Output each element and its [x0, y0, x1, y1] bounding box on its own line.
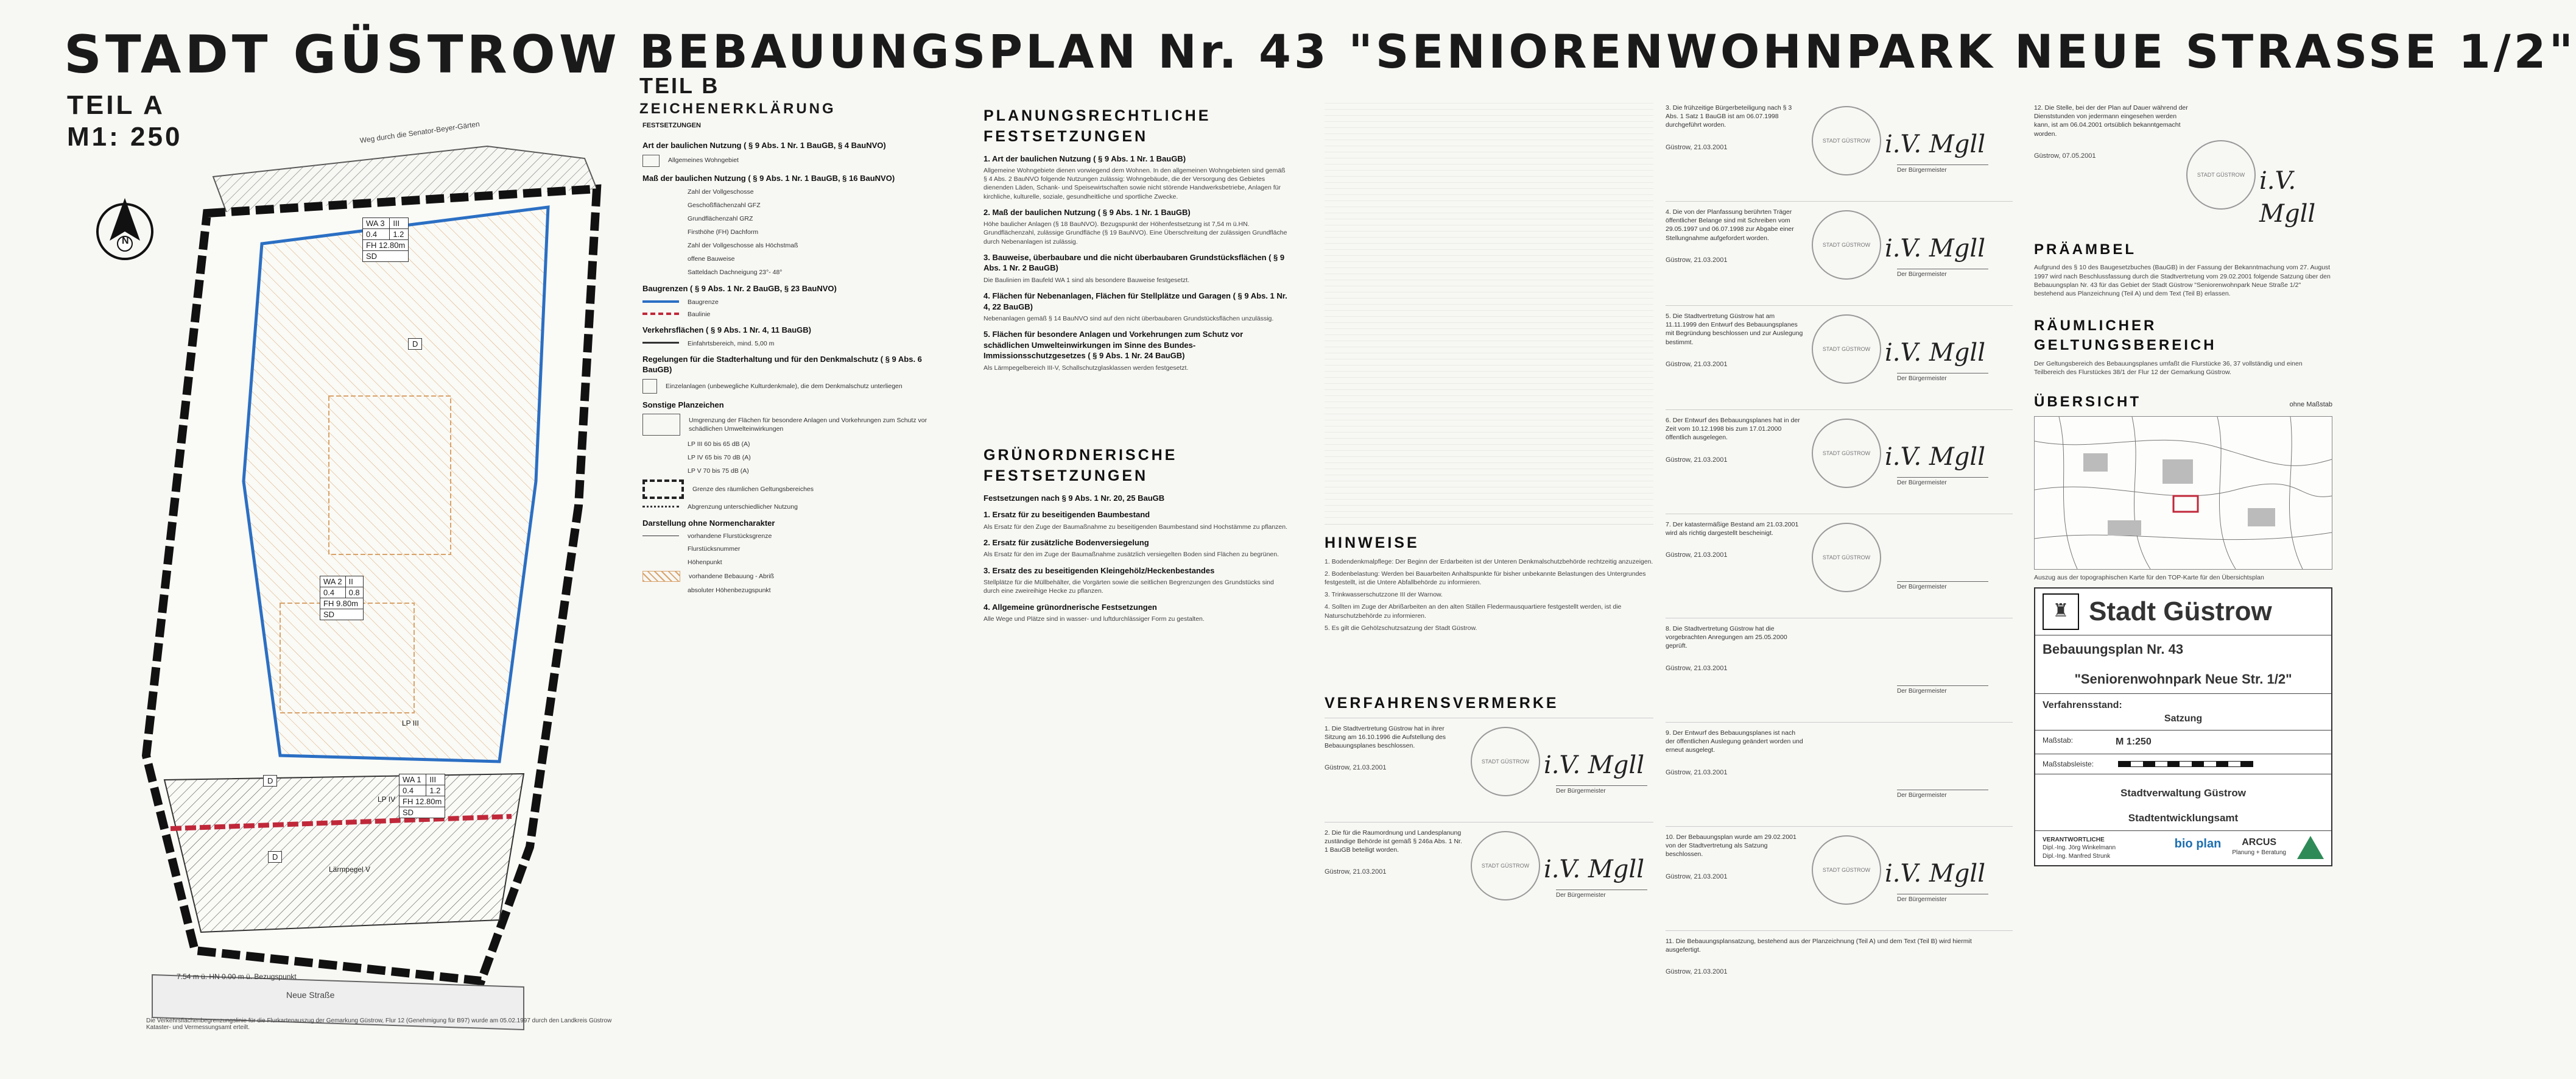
item-number: 2. — [1325, 829, 1330, 837]
plant-list-area — [1325, 97, 1653, 525]
verfahren-item — [1666, 409, 2013, 514]
item-text: Allgemeine Wohngebiete dienen vorwiegend dem Wohnen. In den allgemeinen Wohngebieten sind gemäß § 4 Abs. 2 BauNVO folgende Nutzungen zulässig: Wohngebäude, die der Versorgung des Gebietes dienenden Läden, Schank- und Speisewirtschaften sowie nicht störende Handwerksbetriebe, Anlagen für kirchliche, kulturelle, soziale, gesundheitliche und sportliche Zwecke. — [984, 167, 1286, 200]
item-text: Es gilt die Gehölzschutzsatzung der Stadt Güstrow. — [1331, 624, 1477, 632]
gruen-item — [984, 565, 1288, 596]
item-number: 4. — [1666, 208, 1671, 216]
tb-office: Stadtverwaltung Güstrow — [2120, 787, 2246, 799]
item-number: 1. — [1325, 557, 1330, 565]
tb-scale-label: Maßstab: — [2043, 736, 2074, 745]
item-number: 2. — [984, 207, 990, 217]
signature: i.V. Mgll — [1885, 339, 1985, 367]
place-date: Güstrow, 07.05.2001 — [2034, 152, 2096, 160]
place-date: Güstrow, 21.03.2001 — [1666, 456, 1728, 464]
zone-label: WA 3 — [363, 218, 390, 229]
hinweis-item — [1325, 570, 1653, 587]
legend-text: Flurstücksnummer — [688, 545, 741, 553]
signatory-role: Der Bürgermeister — [1897, 477, 1988, 487]
city-title: STADT GÜSTROW — [64, 24, 621, 85]
verfahren-item — [1325, 718, 1653, 822]
legend-text: Firsthöhe (FH) Dachform — [688, 228, 759, 236]
signature: i.V. Mgll — [1544, 855, 1644, 883]
hinweis-item — [1325, 557, 1653, 566]
item-number: 9. — [1666, 729, 1671, 737]
legend-text: vorhandene Flurstücksgrenze — [688, 532, 772, 540]
north-arrow-icon — [97, 198, 152, 259]
gfz-label: 1.2 — [390, 229, 409, 240]
item-number: 4. — [1325, 603, 1330, 611]
item-number: 1. — [1325, 724, 1330, 732]
legend-item — [642, 200, 947, 210]
seal-stamp: STADT GÜSTROW — [2186, 140, 2256, 210]
item-number: 3. — [984, 565, 990, 575]
legend-text: Höhenpunkt — [688, 559, 722, 567]
arcus-text: ARCUS — [2242, 837, 2277, 847]
legend-text: Allgemeines Wohngebiet — [668, 157, 739, 165]
gfz-label: 1.2 — [426, 785, 445, 796]
part-a-scale: M1: 250 — [67, 122, 183, 152]
item-number: 1. — [984, 510, 990, 520]
legend-item — [642, 187, 947, 197]
nutzungsschablone-wa2 — [320, 576, 364, 620]
legend-text: Einzelanlagen (unbewegliche Kulturdenkmale), die dem Denkmalschutz unterliegen — [666, 382, 903, 390]
tb-authors-row — [2035, 831, 2331, 866]
verfahren-item — [2034, 97, 2332, 232]
signature: i.V. Mgll — [1885, 860, 1985, 888]
item-number: 1. — [984, 154, 990, 163]
tb-ruler-row — [2035, 754, 2331, 774]
legend-section-title: Sonstige Planzeichen — [642, 400, 724, 409]
seal-stamp: STADT GÜSTROW — [1471, 727, 1540, 796]
place-date: Güstrow, 21.03.2001 — [1666, 256, 1728, 264]
hinweis-item — [1325, 603, 1653, 620]
laermpegel-mark: LP III — [402, 719, 419, 727]
legend-text: LP IV 65 bis 70 dB (A) — [688, 454, 751, 462]
legend-item — [642, 227, 947, 237]
tb-ruler-label: Maßstabsleiste: — [2043, 759, 2094, 768]
scale-ruler — [2118, 761, 2253, 767]
signature: i.V. Mgll — [2259, 167, 2316, 228]
legend-text: Geschoßflächenzahl GFZ — [688, 202, 761, 209]
baugrenze-blue — [244, 207, 548, 762]
legend-text: Umgrenzung der Flächen für besondere Anlagen und Vorkehrungen zum Schutz vor schädlichen Umwelteinwirkungen — [689, 417, 927, 433]
planungsrecht-item — [984, 154, 1288, 201]
item-text: Der Entwurf des Bebauungsplanes ist nach der öffentlichen Auslegung geändert worden und erneut ausgelegt. — [1666, 729, 1803, 754]
verfahren-column — [1666, 97, 2013, 1060]
place-date: Güstrow, 21.03.2001 — [1666, 143, 1728, 151]
item-text: Die für die Raumordnung und Landesplanung zuständige Behörde ist gemäß § 246a Abs. 1 Nr. 1 BauGB beteiligt worden. — [1325, 829, 1462, 854]
legend-item — [642, 241, 947, 250]
legend-item — [642, 571, 947, 582]
planungsrecht-item — [984, 207, 1288, 246]
road-bottom-label: Neue Straße — [286, 990, 335, 1000]
signatory-role: Der Bürgermeister — [1897, 269, 1988, 279]
signature: i.V. Mgll — [1885, 235, 1985, 263]
verfahren-item — [1666, 201, 2013, 305]
legend-text: Baugrenze — [688, 298, 719, 306]
tb-status: Satzung — [2164, 713, 2203, 724]
place-date: Güstrow, 21.03.2001 — [1325, 868, 1387, 876]
hinweise-title: HINWEISE — [1325, 534, 1420, 551]
legend-item — [642, 155, 947, 167]
item-head: Maß der baulichen Nutzung ( § 9 Abs. 1 Nr. 1 BauGB) — [992, 207, 1191, 217]
gruen-subtitle: Festsetzungen nach § 9 Abs. 1 Nr. 20, 25 BauGB — [984, 493, 1165, 503]
legend-item — [642, 503, 947, 511]
tb-city: Stadt Güstrow — [2089, 596, 2272, 626]
uebersicht-header — [2034, 392, 2332, 412]
item-text: Die Stadtvertretung Güstrow hat die vorgebrachten Anregungen am 25.05.2000 geprüft. — [1666, 625, 1787, 650]
item-number: 3. — [1325, 591, 1330, 599]
legend-item — [642, 439, 947, 449]
legend-section-title: Baugrenzen ( § 9 Abs. 1 Nr. 2 BauGB, § 23 BauNVO) — [642, 284, 837, 294]
gfz-label: 0.8 — [345, 587, 363, 598]
signatory-role: Der Bürgermeister — [1897, 165, 1988, 175]
item-text: Trinkwasserschutzzone III der Warnow. — [1331, 591, 1443, 599]
legend-text: Baulinie — [688, 310, 711, 318]
hinweis-item — [1325, 590, 1653, 599]
legend-column — [642, 134, 947, 1017]
part-a-label: TEIL A — [67, 90, 165, 120]
legend-text: Einfahrtsbereich, mind. 5,00 m — [688, 339, 775, 347]
item-number: 11. — [1666, 938, 1674, 945]
gruen-item — [984, 537, 1288, 559]
geltung-text: Der Geltungsbereich des Bebauungsplanes umfaßt die Flurstücke 36, 37 vollständig und einen Teilbereich des Flurstückes 38/1 der Flur 12 der Gemarkung Güstrow. — [2034, 359, 2303, 377]
uebersicht-title: ÜBERSICHT — [2034, 394, 2142, 411]
signatory-role: Der Bürgermeister — [1556, 890, 1647, 900]
legend-text: Grundflächenzahl GRZ — [688, 215, 753, 222]
denkmal-mark: D — [263, 775, 277, 787]
legend-section-title: Maß der baulichen Nutzung ( § 9 Abs. 1 Nr. 1 BauGB, § 16 BauNVO) — [642, 173, 895, 183]
item-head: Art der baulichen Nutzung ( § 9 Abs. 1 Nr. 1 BauGB) — [991, 154, 1186, 163]
tb-dept: Stadtentwicklungsamt — [2128, 812, 2239, 824]
nutzungsschablone-wa3 — [362, 218, 409, 262]
tb-status-row — [2035, 694, 2331, 731]
roof-label: SD — [399, 807, 445, 818]
item-text: Als Ersatz für den im Zuge der Baumaßnahme zusätzlich versiegelten Boden sind Flächen zu begrünen. — [984, 551, 1279, 559]
legend-item — [642, 254, 947, 264]
floors-label: III — [426, 774, 445, 785]
signature: i.V. Mgll — [1885, 130, 1985, 158]
title-block — [2034, 587, 2332, 867]
legend-item — [642, 267, 947, 277]
praeambel-text: Aufgrund des § 10 des Baugesetzbuches (BauGB) in der Fassung der Bekanntmachung vom 27. August 1997 wird nach Beschlussfassung durch die Stadtvertretung vom 29.02.2001 folgende Satzung über den Bebauungsplan Nr. 43 für das Gebiet der Stadt Güstrow "Seniorenwohnpark Neue Straße 1/2" bestehend aus Planzeichnung (Teil A) und dem Text (Teil B) erlassen. — [2034, 264, 2331, 297]
tb-scale-row — [2035, 731, 2331, 754]
arcus-sub: Planung + Beratung — [2232, 849, 2286, 857]
verfahren-item — [1666, 618, 2013, 722]
place-date: Güstrow, 21.03.2001 — [1666, 968, 1728, 976]
item-head: Ersatz für zusätzliche Bodenversiegelung — [992, 537, 1149, 547]
place-date: Güstrow, 21.03.2001 — [1666, 551, 1728, 559]
legend-text: Grenze des räumlichen Geltungsbereiches — [692, 486, 814, 494]
gruen-title: GRÜNORDNERISCHE FESTSETZUNGEN — [984, 447, 1178, 484]
verfahren-item — [1666, 514, 2013, 618]
item-text: Nebenanlagen gemäß § 14 BauNVO sind auf den nicht überbaubaren Grundstücksflächen unzulässig. — [984, 315, 1274, 323]
fh-label: FH 12.80m — [399, 796, 445, 807]
seal-stamp: STADT GÜSTROW — [1812, 314, 1881, 384]
legend-subtitle: FESTSETZUNGEN — [642, 122, 701, 129]
signatory-role: Der Bürgermeister — [1897, 894, 1988, 904]
place-date: Güstrow, 21.03.2001 — [1666, 664, 1728, 672]
legend-text: Zahl der Vollgeschosse als Höchstmaß — [688, 242, 798, 249]
plan-title: BEBAUUNGSPLAN Nr. 43 "SENIORENWOHNPARK NEUE STRASSE 1/2" — [639, 24, 2576, 79]
legend-text: LP III 60 bis 65 dB (A) — [688, 440, 750, 448]
place-date: Güstrow, 21.03.2001 — [1666, 360, 1728, 368]
fh-label: FH 12.80m — [363, 240, 409, 251]
legend-item — [642, 532, 947, 540]
item-text: Sollten im Zuge der Abrißarbeiten an den alten Ställen Fledermausquartiere festgestellt werden, ist die Naturschutzbehörde zu informieren. — [1325, 603, 1622, 620]
plant-list-lines — [1325, 97, 1653, 518]
plan-area-marker — [2173, 496, 2198, 512]
planungsrecht-title: PLANUNGSRECHTLICHE FESTSETZUNGEN — [984, 107, 1211, 145]
gruen-item — [984, 602, 1288, 624]
item-head: Allgemeine grünordnerische Festsetzungen — [991, 602, 1157, 612]
triangle-logo-icon — [2297, 836, 2324, 859]
signatory-role: Der Bürgermeister — [1556, 785, 1647, 796]
legend-text: Zahl der Vollgeschosse — [688, 188, 754, 196]
grz-label: 0.4 — [399, 785, 426, 796]
arcus-logo — [2232, 836, 2286, 861]
legend-item — [642, 339, 947, 348]
place-date: Güstrow, 21.03.2001 — [1325, 764, 1387, 772]
tb-office-row — [2035, 774, 2331, 831]
item-head: Bauweise, überbaubare und die nicht überbaubaren Grundstücksflächen ( § 9 Abs. 1 Nr. 2 BauGB) — [984, 252, 1285, 273]
verfahren-title: VERFAHRENSVERMERKE — [1325, 694, 1559, 712]
north-label: N — [122, 236, 129, 246]
nutzungsschablone-wa1 — [399, 774, 445, 818]
item-head: Flächen für besondere Anlagen und Vorkehrungen zum Schutz vor schädlichen Umwelteinwirkungen im Sinne des Bundes-Immissionsschutzgesetzes ( § 9 Abs. 1 Nr. 24 BauGB) — [984, 330, 1244, 361]
item-number: 3. — [984, 252, 990, 262]
item-number: 3. — [1666, 104, 1671, 111]
tb-status-label: Verfahrensstand: — [2043, 699, 2122, 710]
item-head: Flächen für Nebenanlagen, Flächen für Stellplätze und Garagen ( § 9 Abs. 1 Nr. 4, 22 BauGB) — [984, 291, 1287, 311]
planungsrecht-item — [984, 329, 1288, 372]
verfahren-item — [1666, 826, 2013, 930]
legend-item — [642, 544, 947, 554]
item-head: Ersatz des zu beseitigenden Kleingehölz/Heckenbestandes — [992, 565, 1215, 575]
legend-item — [642, 479, 947, 499]
legend-section-title: Verkehrsflächen ( § 9 Abs. 1 Nr. 4, 11 BauGB) — [642, 325, 811, 334]
item-text: Bodendenkmalpflege: Der Beginn der Erdarbeiten ist der Unteren Denkmalschutzbehörde rechtzeitig anzuzeigen. — [1331, 557, 1653, 565]
item-text: Der katastermäßige Bestand am 21.03.2001 wird als richtig dargestellt bescheinigt. — [1666, 521, 1799, 537]
legend-item — [642, 214, 947, 224]
fh-label: FH 9.80m — [320, 598, 364, 609]
item-number: 4. — [984, 291, 990, 301]
item-text: Höhe baulicher Anlagen (§ 18 BauNVO). Bezugspunkt der Höhenfestsetzung ist 7,54 m ü.HN. Grundflächenzahl, zulässige Grundfläche (§ 19 BauNVO). Eine Überschreitung der zulässigen Grundfläche durch Nebenanlagen ist zulässig. — [984, 221, 1287, 246]
gruen-item — [984, 509, 1288, 531]
place-date: Güstrow, 21.03.2001 — [1666, 872, 1728, 880]
tb-author2: Dipl.-Ing. Manfred Strunk — [2043, 852, 2111, 860]
roof-label: SD — [363, 251, 409, 262]
item-text: Stellplätze für die Müllbehälter, die Vorgärten sowie die seitlichen Begrenzungen des Grundstücks sind durch eine zweireihige Hecke zu pflanzen. — [984, 579, 1274, 595]
item-number: 5. — [984, 330, 990, 339]
item-number: 12. — [2034, 104, 2043, 111]
item-text: Als Lärmpegelbereich III-V, Schallschutzglasklassen werden festgesetzt. — [984, 364, 1189, 372]
grz-label: 0.4 — [363, 229, 390, 240]
part-b-label: TEIL B — [639, 73, 720, 98]
place-date: Güstrow, 21.03.2001 — [1666, 768, 1728, 776]
overview-map — [2034, 416, 2332, 570]
item-head: Ersatz für zu beseitigenden Baumbestand — [992, 510, 1150, 520]
item-number: 2. — [1325, 570, 1330, 578]
zone-label: WA 1 — [399, 774, 426, 785]
legend-title: ZEICHENERKLÄRUNG — [639, 101, 836, 117]
uebersicht-scale-note: ohne Maßstab — [2289, 401, 2332, 409]
seal-stamp: STADT GÜSTROW — [1812, 106, 1881, 175]
item-text: Bodenbelastung: Werden bei Bauarbeiten Anhaltspunkte für bisher unbekannte Belastungen des Untergrundes festgestellt, ist die Untere Abfallbehörde zu informieren. — [1325, 570, 1646, 587]
verfahren-item — [1666, 305, 2013, 409]
legend-text: offene Bauweise — [688, 255, 735, 263]
hinweise-column — [1325, 97, 1653, 1060]
signature: i.V. Mgll — [1885, 443, 1985, 471]
height-reference: 7.54 m ü. HN 0.00 m ü. Bezugspunkt — [177, 972, 297, 981]
tb-name: "Seniorenwohnpark Neue Str. 1/2" — [2074, 671, 2292, 687]
item-number: 6. — [1666, 417, 1671, 424]
seal-stamp: STADT GÜSTROW — [1812, 419, 1881, 488]
item-text: Der Entwurf des Bebauungsplanes hat in der Zeit vom 10.12.1998 bis zum 17.01.2000 öffentlich ausgelegen. — [1666, 417, 1800, 442]
tb-city-row — [2035, 589, 2331, 635]
bioplan-text: bio plan — [2174, 837, 2222, 851]
item-text: Die Bebauungsplansatzung, bestehend aus der Planzeichnung (Teil A) und dem Text (Teil B) wird hiermit ausgefertigt. — [1666, 938, 1972, 954]
item-text: Die Stelle, bei der der Plan auf Dauer während der Dienststunden von jedermann eingesehen werden kann, ist am 06.04.2001 ortsüblich bekanntgemacht worden. — [2034, 104, 2188, 138]
tb-plan-row — [2035, 635, 2331, 694]
legend-text: LP V 70 bis 75 dB (A) — [688, 467, 749, 475]
item-text: Die Stadtvertretung Güstrow hat in ihrer Sitzung am 16.10.1996 die Aufstellung des Bebauungsplanes beschlossen. — [1325, 724, 1446, 750]
item-text: Die Baulinien im Baufeld WA 1 sind als besondere Bauweise festgesetzt. — [984, 276, 1190, 284]
geltung-title: RÄUMLICHER GELTUNGSBEREICH — [2034, 317, 2217, 354]
right-column — [2034, 97, 2332, 1060]
item-text: Die von der Planfassung berührten Träger öffentlicher Belange sind mit Schreiben vom 29.05.1997 und 06.07.1998 zur Abgabe einer Stellungnahme aufgefordert worden. — [1666, 208, 1794, 242]
legend-item — [642, 466, 947, 476]
hinweis-item — [1325, 624, 1653, 632]
seal-stamp: STADT GÜSTROW — [1471, 831, 1540, 900]
legend-item — [642, 414, 947, 436]
roof-label: SD — [320, 609, 364, 620]
item-number: 7. — [1666, 521, 1671, 528]
coat-of-arms-icon: ♜ — [2043, 593, 2079, 630]
item-text: Als Ersatz für den Zuge der Baumaßnahme zu beseitigenden Baumbestand sind Hochstämme zu pflanzen. — [984, 523, 1288, 531]
planungsrecht-column — [984, 97, 1288, 1060]
laermpegel-mark: Lärmpegel V — [329, 865, 371, 874]
verfahren-item — [1666, 97, 2013, 201]
signatory-role: Der Bürgermeister — [1897, 373, 1988, 383]
seal-stamp: STADT GÜSTROW — [1812, 210, 1881, 280]
bioplan-logo — [2175, 836, 2222, 861]
floors-label: II — [345, 576, 363, 587]
legend-text: absoluter Höhenbezugspunkt — [688, 587, 771, 595]
legend-section-title: Art der baulichen Nutzung ( § 9 Abs. 1 Nr. 1 BauGB, § 4 BauNVO) — [642, 141, 886, 150]
item-number: 2. — [984, 537, 990, 547]
item-number: 5. — [1325, 624, 1330, 632]
legend-item — [642, 557, 947, 567]
legend-item — [642, 453, 947, 462]
hatched-zone — [164, 774, 524, 932]
item-number: 4. — [984, 602, 990, 612]
tb-authors-label: VERANTWORTLICHE — [2043, 836, 2105, 843]
planungsrecht-item — [984, 291, 1288, 323]
item-text: Der Bebauungsplan wurde am 29.02.2001 von der Stadtvertretung als Satzung beschlossen. — [1666, 833, 1797, 858]
denkmal-mark: D — [408, 338, 422, 350]
legend-section-title: Darstellung ohne Normencharakter — [642, 518, 775, 528]
seal-stamp: STADT GÜSTROW — [1812, 835, 1881, 905]
tb-scale: M 1:250 — [2116, 737, 2152, 748]
uebersicht-note: Auszug aus der topographischen Karte für den TOP-Karte für den Übersichtsplan — [2034, 574, 2264, 582]
item-text: Alle Wege und Plätze sind in wasser- und luftdurchlässiger Form zu gestalten. — [984, 615, 1205, 623]
item-text: Die frühzeitige Bürgerbeteiligung nach § 3 Abs. 1 Satz 1 BauGB ist am 06.07.1998 durchgeführt worden. — [1666, 104, 1792, 129]
legend-text: Abgrenzung unterschiedlicher Nutzung — [688, 503, 798, 511]
planungsrecht-item — [984, 252, 1288, 285]
seal-stamp: STADT GÜSTROW — [1812, 523, 1881, 592]
plan-footnote: Die Verkehrsflächenbegrenzungslinie für die Flurkartenauszug der Gemarkung Güstrow, Flur 12 (Genehmigung für B97) wurde am 05.02.1997 durch den Landkreis Güstrow Kataster- und Vermessungsamt erteilt. — [146, 1017, 612, 1031]
signatory-role: Der Bürgermeister — [1897, 581, 1988, 592]
grz-label: 0.4 — [320, 587, 346, 598]
tb-plan: Bebauungsplan Nr. 43 — [2043, 641, 2184, 657]
item-number: 10. — [1666, 833, 1675, 841]
legend-item — [642, 298, 947, 306]
verfahren-item — [1666, 722, 2013, 826]
legend-section-title: Regelungen für die Stadterhaltung und für den Denkmalschutz ( § 9 Abs. 6 BauGB) — [642, 354, 922, 375]
praeambel-title: PRÄAMBEL — [2034, 241, 2136, 258]
signatory-role: Der Bürgermeister — [1897, 790, 1988, 800]
item-text: Die Stadtvertretung Güstrow hat am 11.11.1999 den Entwurf des Bebauungsplanes mit Begründung beschlossen und zur Auslegung bestimmt. — [1666, 313, 1803, 346]
laermpegel-mark: LP IV — [378, 795, 396, 804]
zone-label: WA 2 — [320, 576, 346, 587]
road-top-label: Weg durch die Senator-Beyer-Gärten — [359, 119, 480, 145]
legend-text: Satteldach Dachneigung 23°- 48° — [688, 269, 783, 276]
item-number: 8. — [1666, 625, 1671, 632]
denkmal-mark: D — [268, 851, 282, 863]
wa-symbol — [642, 155, 660, 167]
legend-text: vorhandene Bebauung - Abriß — [689, 573, 775, 581]
verfahren-item — [1325, 822, 1653, 926]
signature: i.V. Mgll — [1544, 751, 1644, 779]
tb-author1: Dipl.-Ing. Jörg Winkelmann — [2043, 844, 2116, 852]
signatory-role: Der Bürgermeister — [1897, 685, 1988, 696]
legend-item — [642, 585, 947, 595]
legend-item — [642, 310, 947, 319]
verfahren-item — [1666, 930, 2013, 992]
item-number: 5. — [1666, 313, 1671, 320]
legend-item — [642, 379, 947, 394]
floors-label: III — [390, 218, 409, 229]
